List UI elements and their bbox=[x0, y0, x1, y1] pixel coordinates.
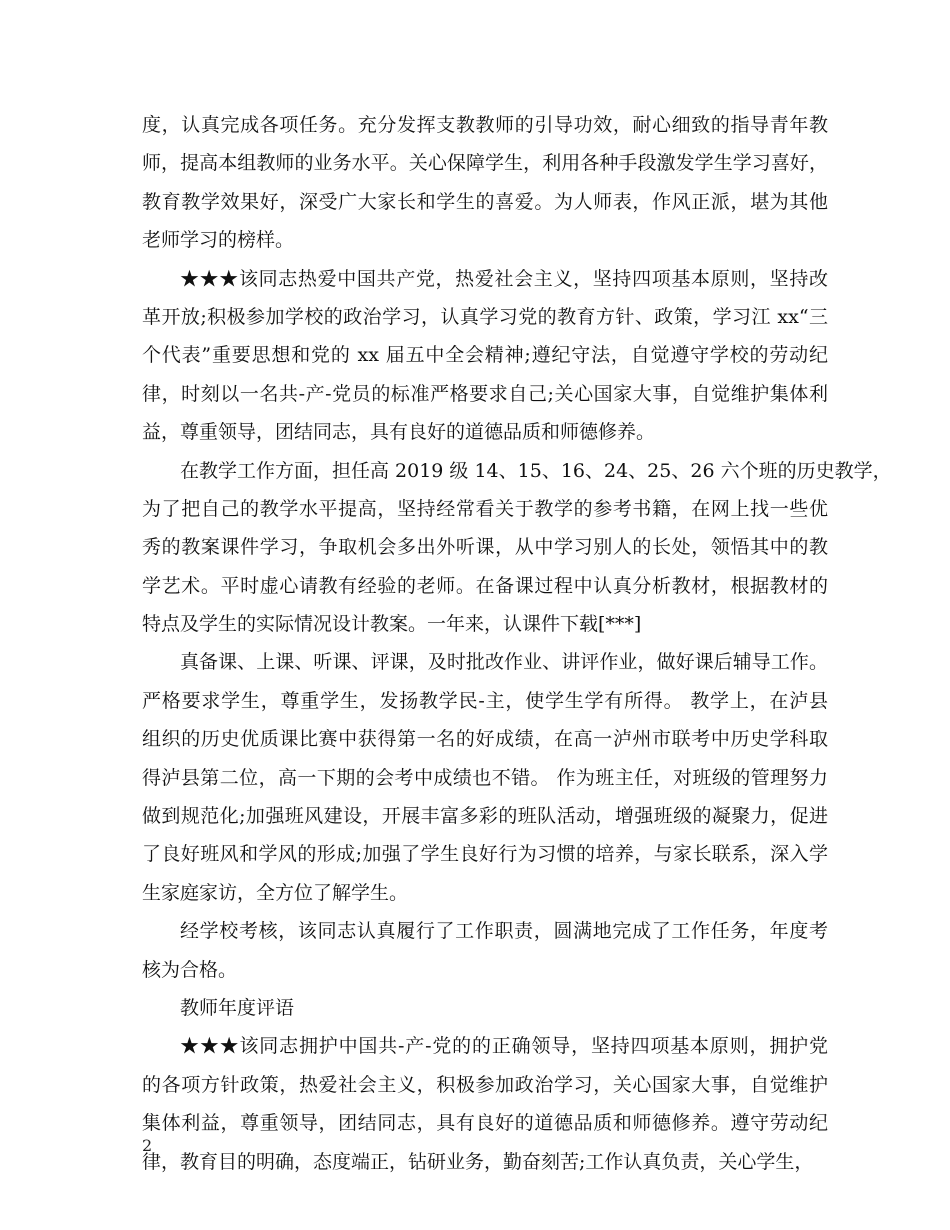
text-line: 的各项方针政策，热爱社会主义，积极参加政治学习，关心国家大事，自觉维护 bbox=[142, 1073, 828, 1096]
text-line: 为了把自己的教学水平提高，坚持经常看关于教学的参考书籍，在网上找一些优 bbox=[142, 497, 828, 520]
text-line: 度，认真完成各项任务。充分发挥支教教师的引导功效，耐心细致的指导青年教 bbox=[142, 114, 828, 136]
document-body bbox=[142, 106, 892, 1181]
text-line: 个代表”重要思想和党的 xx 届五中全会精神;遵纪守法，自觉遵守学校的劳动纪 bbox=[142, 344, 828, 367]
text-line: 革开放;积极参加学校的政治学习，认真学习党的教育方针、政策，学习江 xx“三 bbox=[142, 305, 828, 328]
paragraph bbox=[142, 1027, 828, 1181]
text-line: 核为合格。 bbox=[142, 958, 238, 981]
text-line: 真备课、上课、听课、评课，及时批改作业、讲评作业，做好课后辅导工作。 bbox=[180, 651, 828, 674]
text-line: 在教学工作方面，担任高 2019 级 14、15、16、24、25、26 六个班的历史教学， bbox=[180, 459, 892, 482]
text-line: ★★★该同志热爱中国共产党，热爱社会主义，坚持四项基本原则，坚持改 bbox=[180, 267, 828, 290]
text-line: 秀的教案课件学习，争取机会多出外听课，从中学习别人的长处，领悟其中的教 bbox=[142, 536, 828, 559]
paragraph bbox=[142, 989, 828, 1027]
text-line: 严格要求学生，尊重学生，发扬教学民-主，使学生学有所得。 教学上，在泸县 bbox=[142, 689, 828, 712]
text-line: 教育教学效果好，深受广大家长和学生的喜爱。为人师表，作风正派，堪为其他 bbox=[142, 190, 828, 213]
text-line: 益，尊重领导，团结同志，具有良好的道德品质和师德修养。 bbox=[142, 421, 656, 444]
paragraph bbox=[142, 912, 828, 989]
text-line: 律，教育目的明确，态度端正，钻研业务，勤奋刻苦;工作认真负责，关心学生， bbox=[142, 1150, 814, 1173]
text-line: 教师年度评语 bbox=[180, 996, 295, 1019]
text-line: 师，提高本组教师的业务水平。关心保障学生，利用各种手段激发学生学习喜好， bbox=[142, 152, 828, 175]
text-line: 经学校考核，该同志认真履行了工作职责，圆满地完成了工作任务，年度考 bbox=[180, 920, 828, 943]
text-line: 生家庭家访，全方位了解学生。 bbox=[142, 881, 409, 904]
paragraph bbox=[142, 106, 828, 260]
text-line: 老师学习的榜样。 bbox=[142, 229, 295, 252]
paragraph bbox=[142, 260, 828, 452]
text-line: 组织的历史优质课比赛中获得第一名的好成绩，在高一泸州市联考中历史学科取 bbox=[142, 728, 828, 751]
text-line: 了良好班风和学风的形成;加强了学生良好行为习惯的培养，与家长联系，深入学 bbox=[142, 843, 828, 866]
text-line: 集体利益，尊重领导，团结同志，具有良好的道德品质和师德修养。遵守劳动纪 bbox=[142, 1112, 828, 1135]
text-line: ★★★该同志拥护中国共-产-党的的正确领导，坚持四项基本原则，拥护党 bbox=[180, 1035, 828, 1058]
text-line: 得泸县第二位，高一下期的会考中成绩也不错。 作为班主任，对班级的管理努力 bbox=[142, 766, 828, 789]
text-line: 学艺术。平时虚心请教有经验的老师。在备课过程中认真分析教材，根据教材的 bbox=[142, 574, 828, 597]
paragraph bbox=[142, 452, 892, 644]
page-number: 2 bbox=[142, 1136, 153, 1155]
text-line: 做到规范化;加强班风建设，开展丰富多彩的班队活动，增强班级的凝聚力，促进 bbox=[142, 805, 828, 828]
text-line: 特点及学生的实际情况设计教案。一年来，认课件下载[***] bbox=[142, 613, 642, 636]
paragraph bbox=[142, 643, 828, 912]
text-line: 律，时刻以一名共-产-党员的标准严格要求自己;关心国家大事，自觉维护集体利 bbox=[142, 382, 828, 405]
